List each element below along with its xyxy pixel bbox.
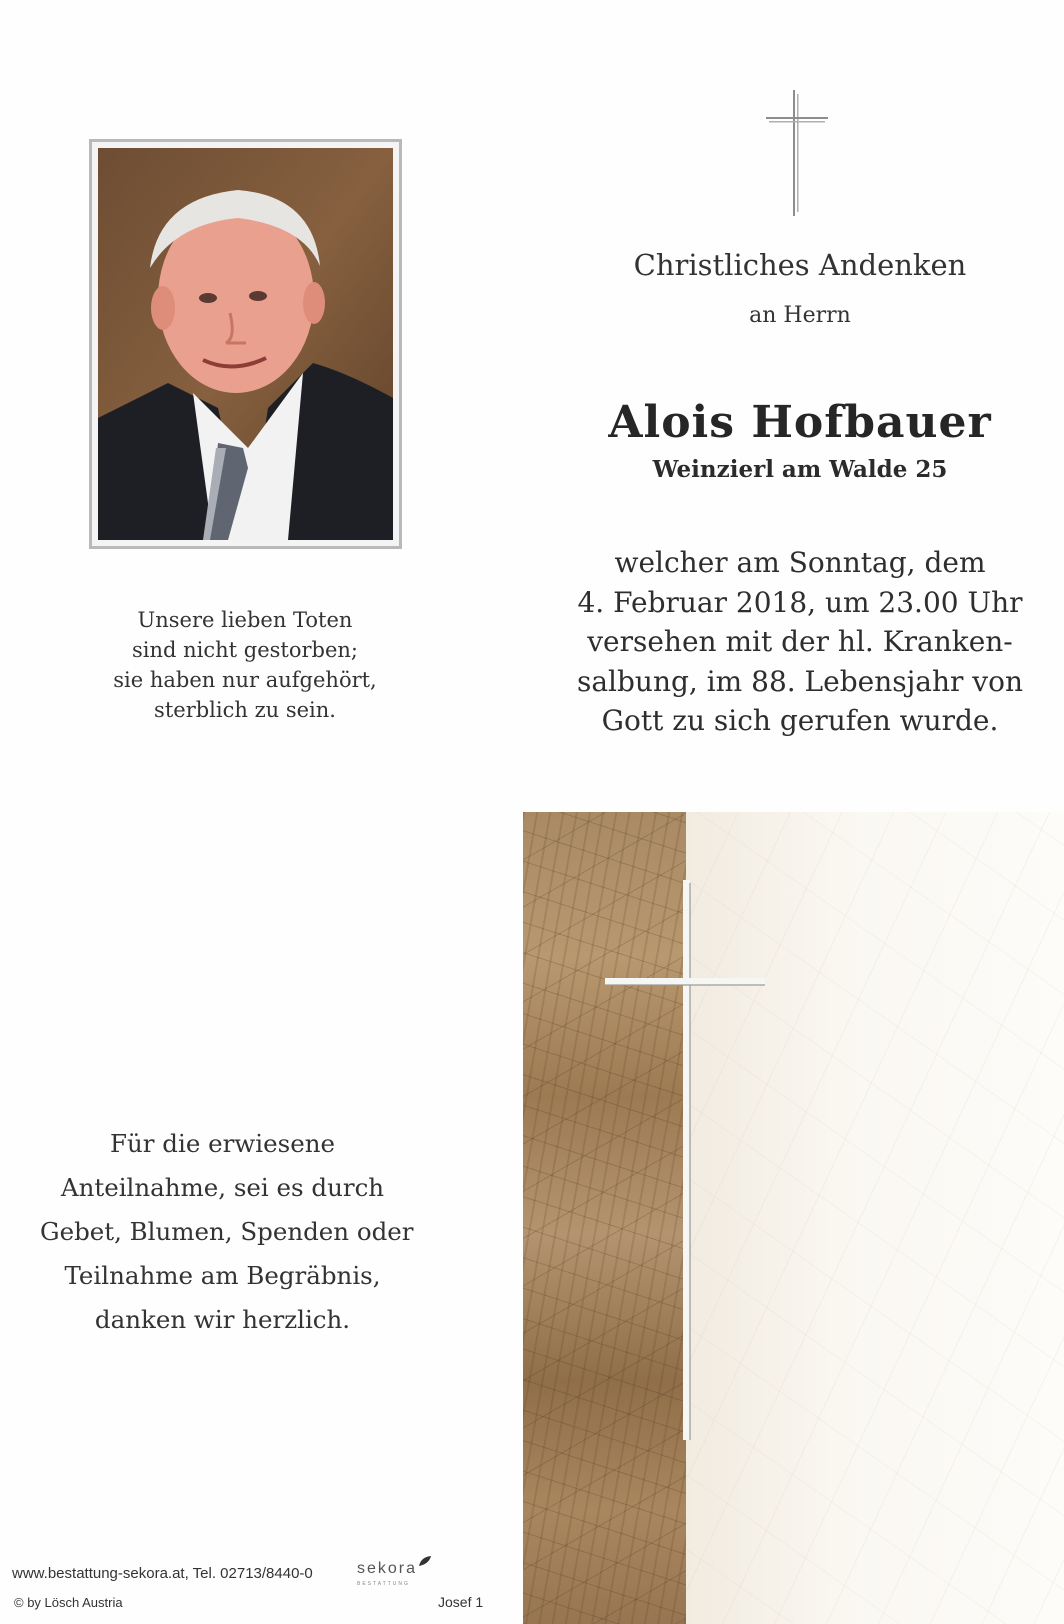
portrait-photo xyxy=(98,148,393,540)
cross-icon xyxy=(766,90,828,216)
quote-line: sind nicht gestorben; xyxy=(131,638,359,662)
back-left-panel xyxy=(0,812,523,1624)
quote-line: Unsere lieben Toten xyxy=(137,608,353,632)
brand-subtitle: BESTATTUNG xyxy=(357,1581,410,1587)
thanks-line: Teilnahme am Begräbnis, xyxy=(64,1261,381,1290)
quote-line: sterblich zu sein. xyxy=(154,698,336,722)
thanks-line: danken wir herzlich. xyxy=(94,1305,351,1334)
death-line: salbung, im 88. Lebensjahr von xyxy=(576,664,1024,698)
death-line: 4. Februar 2018, um 23.00 Uhr xyxy=(577,585,1023,619)
copyright: © by Lösch Austria xyxy=(14,1595,123,1610)
quote-line: sie haben nur aufgehört, xyxy=(113,668,377,692)
thanks-line: Für die erwiesene xyxy=(110,1129,335,1158)
funeral-contact: www.bestattung-sekora.at, Tel. 02713/8440-0 xyxy=(12,1565,313,1582)
leaf-icon xyxy=(418,1555,432,1567)
salutation: an Herrn xyxy=(749,303,851,328)
death-notice xyxy=(575,543,1025,741)
thanks-line: Anteilnahme, sei es durch xyxy=(60,1173,385,1202)
death-line: welcher am Sonntag, dem xyxy=(614,546,986,579)
thanks-message xyxy=(40,1122,414,1342)
death-line: versehen mit der hl. Kranken- xyxy=(587,625,1013,658)
portrait-frame xyxy=(89,139,402,549)
brand-logo: sekora xyxy=(357,1560,418,1577)
headline: Christliches Andenken xyxy=(633,248,967,282)
deceased-name: Alois Hofbauer xyxy=(608,397,992,448)
deceased-address: Weinzierl am Walde 25 xyxy=(652,456,948,483)
back-card xyxy=(0,812,1064,1624)
cross-icon xyxy=(605,880,765,1440)
thanks-line: Gebet, Blumen, Spenden oder xyxy=(40,1217,414,1246)
memorial-quote xyxy=(105,605,385,725)
death-line: Gott zu sich gerufen wurde. xyxy=(601,704,999,737)
card-model: Josef 1 xyxy=(438,1594,484,1610)
